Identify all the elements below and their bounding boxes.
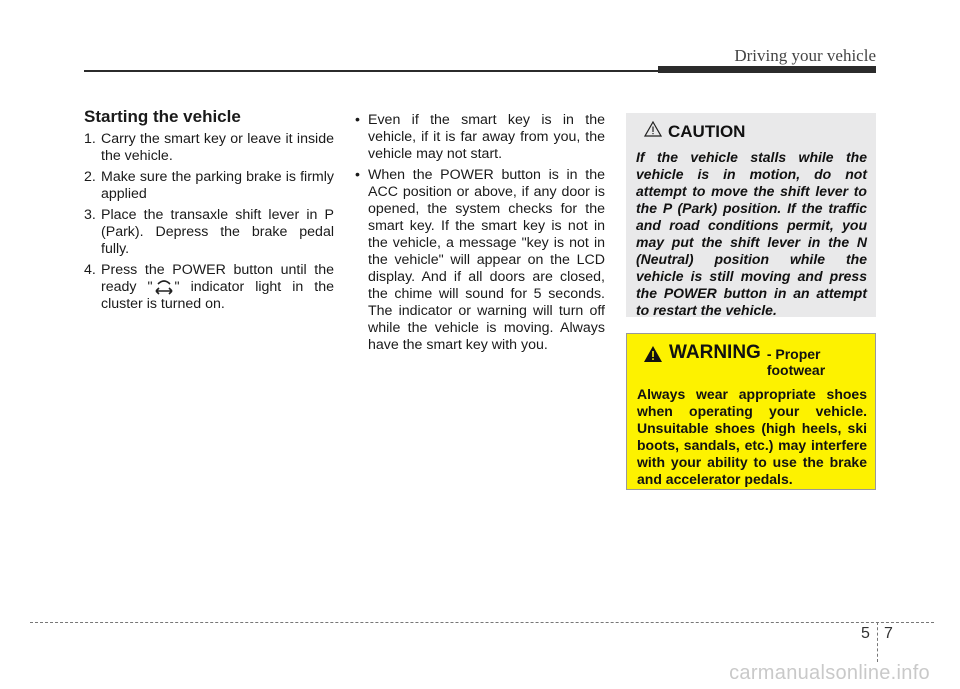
note-item bbox=[355, 112, 605, 163]
bullet-mark: • bbox=[355, 112, 360, 128]
warning-triangle-icon bbox=[643, 342, 663, 368]
note-item bbox=[355, 167, 605, 354]
header-rule bbox=[84, 70, 658, 72]
note-text: When the POWER button is in the ACC position or above, if any door is opened, the system checks for the smart key. If the smart key is not in the vehicle, a message "key is not in the vehicle" will appear on the LCD display. And if all doors are closed, the chime will sound for 5 seconds. The indicator or warning will turn off while the vehicle is moving. Always have the smart key with you. bbox=[368, 167, 605, 353]
step-number: 1. bbox=[84, 131, 96, 147]
step-number: 4. bbox=[84, 262, 96, 278]
section-title: Starting the vehicle bbox=[84, 107, 241, 126]
caution-text: If the vehicle stalls while the vehicle is in motion, do not attempt to move the shift lever to the P (Park) position. If the traffic and road conditions permit, you may put the shift lever in the N (Neutral) position while the vehicle is still moving and press the POWER button in an attempt to restart the vehicle. bbox=[636, 149, 867, 318]
warning-title: WARNING bbox=[669, 342, 761, 363]
step-1 bbox=[84, 131, 334, 165]
warning-text: Always wear appropriate shoes when operating your vehicle. Unsuitable shoes (high heels, ski boots, sandals, etc.) may interfere with your ability to use the brake and accelerator pedals. bbox=[637, 386, 867, 487]
caution-triangle-icon bbox=[644, 121, 662, 142]
ready-indicator-icon bbox=[153, 279, 175, 295]
caution-title: CAUTION bbox=[668, 121, 746, 141]
footer-divider bbox=[30, 622, 934, 623]
note-text: Even if the smart key is in the vehicle, if it is far away from you, the vehicle may not start. bbox=[368, 112, 605, 162]
starting-section bbox=[84, 108, 334, 317]
notes-section bbox=[355, 112, 605, 358]
page-header-title: Driving your vehicle bbox=[734, 46, 876, 65]
step-text: Place the transaxle shift lever in P (Park). Depress the brake pedal fully. bbox=[101, 207, 334, 257]
bullet-mark: • bbox=[355, 167, 360, 183]
step-text: Make sure the parking brake is firmly applied bbox=[101, 169, 334, 202]
step-text: Carry the smart key or leave it inside the vehicle. bbox=[101, 131, 334, 164]
section-number: 5 bbox=[861, 625, 870, 642]
page-number-divider bbox=[877, 622, 878, 662]
step-number: 3. bbox=[84, 207, 96, 223]
step-text-before: Press the POWER button until the ready " bbox=[101, 262, 334, 295]
warning-box bbox=[626, 333, 876, 490]
step-2 bbox=[84, 169, 334, 203]
step-4 bbox=[84, 262, 334, 313]
step-text-after: " indicator light in the cluster is turned on. bbox=[101, 279, 334, 312]
caution-box bbox=[626, 113, 876, 317]
step-3 bbox=[84, 207, 334, 258]
watermark: carmanualsonline.info bbox=[729, 662, 930, 684]
step-number: 2. bbox=[84, 169, 96, 185]
page-number: 7 bbox=[884, 625, 893, 642]
header-rule-accent bbox=[658, 66, 876, 73]
warning-subtitle: - Proper footwear bbox=[766, 346, 826, 378]
